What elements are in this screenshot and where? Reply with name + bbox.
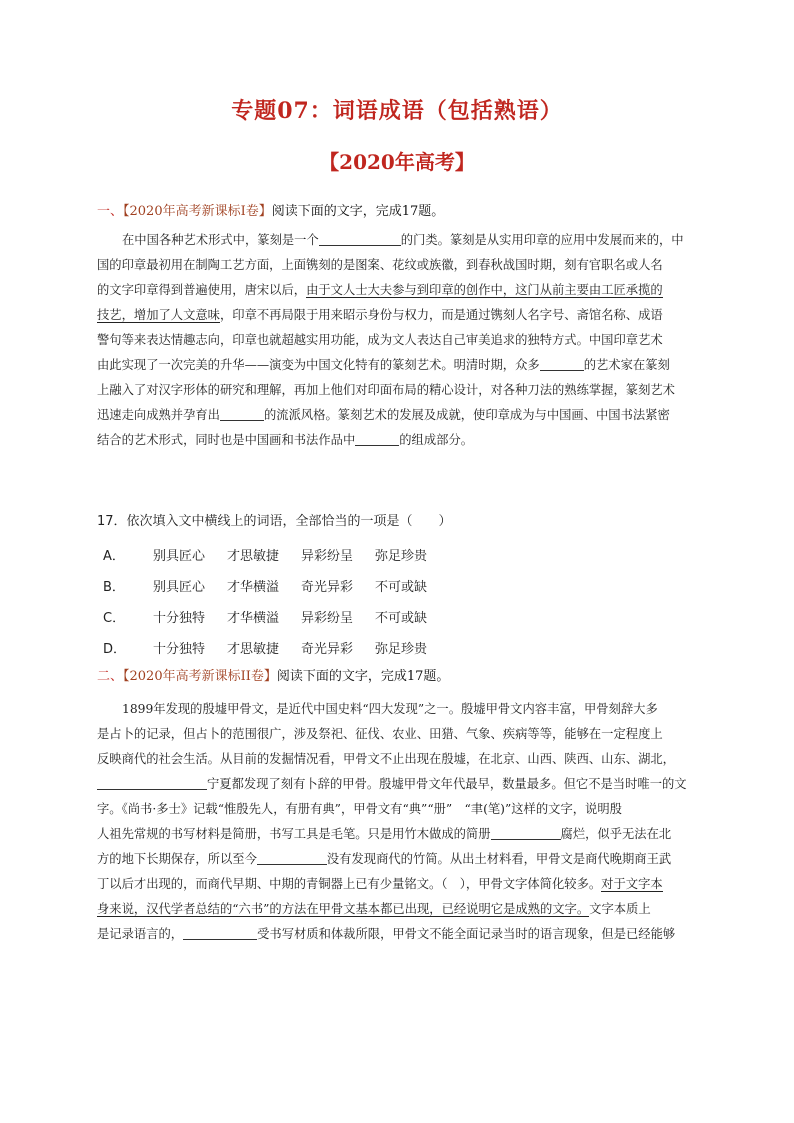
passage-line: 方的地下长期保存，所以至今 没有发现商代的竹简。从出土材料看，甲骨文是商代晚期商王武 bbox=[97, 852, 672, 866]
section-1-number: 一、 bbox=[97, 204, 124, 219]
section-1-heading bbox=[97, 203, 444, 221]
passage-line: 由此实现了一次完美的升华——演变为中国文化特有的篆刻艺术。明清时期，众多 的艺术家在篆刻 bbox=[97, 358, 670, 372]
underlined-sentence: 身来说，汉代学者总结的“六书”的方法在甲骨文基本都已出现，已经说明它是成熟的文字。 bbox=[97, 902, 590, 916]
section-2-number: 二、 bbox=[97, 669, 124, 684]
passage-line: 警句等来表达情趣志向，印章也就超越实用功能，成为文人表达自己审美追求的独特方式。中国印章艺术 bbox=[97, 333, 663, 347]
passage-line: 迅速走向成熟并孕育出 的流派风格。篆刻艺术的发展及成就，使印章成为与中国画、中国书法紧密 bbox=[97, 408, 670, 422]
underlined-sentence: 对于文字本 bbox=[601, 877, 663, 891]
passage-line: 技艺，增加了人文意味，印章不再局限于用来昭示身份与权力，而是通过镌刻人名字号、斋馆名称、成语 bbox=[97, 308, 663, 322]
passage-line: 人祖先常规的书写材料是简册，书写工具是毛笔。只是用竹木做成的简册 腐烂，似乎无法在北 bbox=[97, 827, 672, 841]
passage-line: 是占卜的记录，但占卜的范围很广，涉及祭祀、征伐、农业、田猎、气象、疾病等等，能够在一定程度上 bbox=[97, 727, 663, 741]
option-d[interactable]: D． 十分独特 才思敏捷 奇光异彩 弥足珍贵 bbox=[103, 642, 428, 657]
passage-line: 国的印章最初用在制陶工艺方面，上面镌刻的是图案、花纹或族徽，到春秋战国时期，刻有官职名或人名 bbox=[97, 258, 663, 272]
passage-line: 1899年发现的殷墟甲骨文，是近代中国史料“四大发现”之一。殷墟甲骨文内容丰富，甲骨刻辞大多 bbox=[122, 702, 658, 716]
blank-4 bbox=[355, 431, 399, 446]
option-b[interactable]: B． 别具匠心 才华横溢 奇光异彩 不可或缺 bbox=[103, 580, 428, 595]
passage-2 bbox=[97, 697, 720, 947]
blank-8 bbox=[183, 925, 257, 940]
passage-line: 丁以后才出现的，而商代早期、中期的青铜器上已有少量铭文。（ ），甲骨文字体简化较多。对于文字本 bbox=[97, 877, 663, 891]
passage-line: 在中国各种艺术形式中，篆刻是一个 的门类。篆刻是从实用印章的应用中发展而来的，中 bbox=[122, 233, 684, 247]
section-2-source: 【2020年高考新课标II卷】 bbox=[123, 669, 277, 684]
section-2-instruction: 阅读下面的文字，完成17题。 bbox=[276, 669, 450, 684]
blank-6 bbox=[491, 825, 561, 840]
underlined-sentence: 技艺，增加了人文意味 bbox=[97, 308, 220, 322]
passage-line: 是记录语言的， 受书写材质和体裁所限，甲骨文不能全面记录当时的语言现象，但是已经能够 bbox=[97, 927, 676, 941]
page-title: 专题07：词语成语（包括熟语） bbox=[231, 98, 563, 124]
page-subtitle: 【2020年高考】 bbox=[319, 150, 475, 174]
passage-line: 反映商代的社会生活。从目前的发掘情况看，甲骨文不止出现在殷墟，在北京、山西、陕西、山东、湖北， bbox=[97, 752, 675, 766]
underlined-sentence: 由于文人士大夫参与到印章的创作中，这门从前主要由工匠承揽的 bbox=[306, 283, 663, 297]
option-a[interactable]: A． 别具匠心 才思敏捷 异彩纷呈 弥足珍贵 bbox=[103, 549, 428, 564]
section-2-heading bbox=[97, 668, 449, 686]
passage-line: 结合的艺术形式，同时也是中国画和书法作品中 的组成部分。 bbox=[97, 433, 474, 447]
passage-line: 身来说，汉代学者总结的“六书”的方法在甲骨文基本都已出现，已经说明它是成熟的文字。文字本质上 bbox=[97, 902, 651, 916]
passage-line: 的文字印章得到普遍使用，唐宋以后，由于文人士大夫参与到印章的创作中，这门从前主要由工匠承揽的 bbox=[97, 283, 663, 297]
question-17-stem: 17．依次填入文中横线上的词语，全部恰当的一项是（ ） bbox=[97, 514, 452, 529]
blank-1 bbox=[319, 231, 401, 246]
passage-line: 上融入了对汉字形体的研究和理解，再加上他们对印面布局的精心设计，对各种刀法的熟练掌握，篆刻艺术 bbox=[97, 383, 675, 397]
section-1-instruction: 阅读下面的文字，完成17题。 bbox=[271, 204, 445, 219]
blank-7 bbox=[257, 850, 327, 865]
blank-3 bbox=[220, 406, 264, 421]
passage-line: 字。《尚书·多士》记载“惟殷先人，有册有典”，甲骨文有“典”“册” “聿(笔)”这样的文字，说明殷 bbox=[97, 802, 622, 816]
passage-line: 宁夏都发现了刻有卜辞的甲骨。殷墟甲骨文年代最早，数量最多。但它不是当时唯一的文 bbox=[97, 772, 720, 797]
blank-5 bbox=[97, 775, 207, 790]
blank-2 bbox=[540, 356, 584, 371]
section-1-source: 【2020年高考新课标Ⅰ卷】 bbox=[123, 204, 272, 219]
passage-1 bbox=[97, 228, 720, 453]
option-c[interactable]: C． 十分独特 才华横溢 异彩纷呈 不可或缺 bbox=[103, 611, 428, 626]
